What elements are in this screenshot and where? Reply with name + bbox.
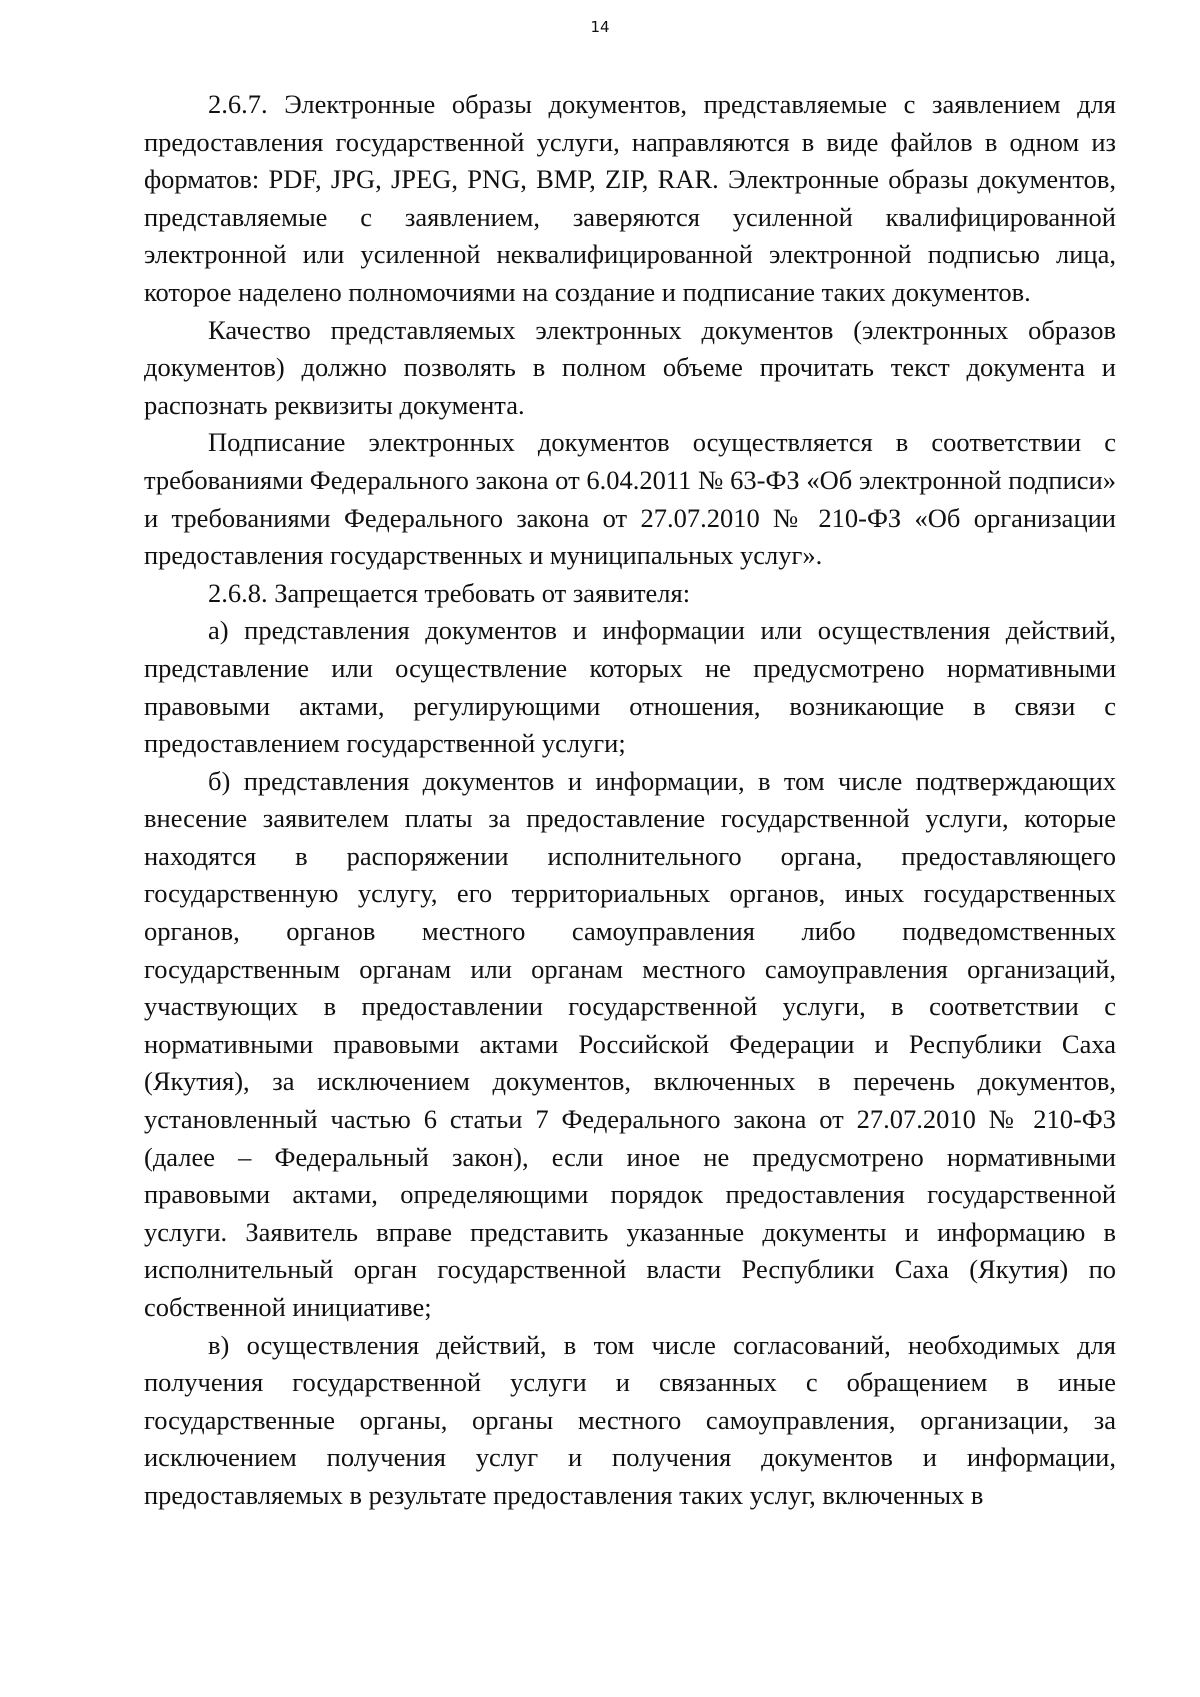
page-number: 14 <box>590 18 610 36</box>
document-body <box>144 86 1116 1515</box>
paragraph-item-v: в) осуществления действий, в том числе согласований, необходимых для получения государственной услуги и связанных с обращением в иные государственные органы, органы местного самоуправления, организации, за исключением получения услуг и получения документов и информации, предоставляемых в результате предоставления таких услуг, включенных в <box>144 1329 1116 1510</box>
paragraph-2-6-7: 2.6.7. Электронные образы документов, представляемые с заявлением для предоставления государственной услуги, направляются в виде файлов в одном из форматов: PDF, JPG, JPEG, PNG, BMP, ZIP, RAR. Электронные образы документов, представляемые с заявлением, заверяются усиленной квалифицированной электронной или усиленной неквалифицированной электронной подписью лица, которое наделено полномочиями на создание и подписание таких документов. <box>144 89 1116 307</box>
paragraph-item-b: б) представления документов и информации, в том числе подтверждающих внесение заявителем платы за предоставление государственной услуги, которые находятся в распоряжении исполнительного органа, предоставляющего государственную услугу, его территориальных органов, иных государственных органов, органов местного самоуправления либо подведомственных государственным органам или органам местного самоуправления организаций, участвующих в предоставлении государственной услуги, в соответствии с нормативными правовыми актами Российской Федерации и Республики Саха (Якутия), за исключением документов, включенных в перечень документов, установленный частью 6 статьи 7 Федерального закона от 27.07.2010 № 210-ФЗ (далее – Федеральный закон), если иное не предусмотрено нормативными правовыми актами, определяющими порядок предоставления государственной услуги. Заявитель вправе представить указанные документы и информацию в исполнительный орган государственной власти Республики Саха (Якутия) по собственной инициативе; <box>144 765 1116 1322</box>
paragraph-quality: Качество представляемых электронных документов (электронных образов документов) должно позволять в полном объеме прочитать текст документа и распознать реквизиты документа. <box>144 314 1116 420</box>
paragraph-signing: Подписание электронных документов осуществляется в соответствии с требованиями Федерального закона от 6.04.2011 № 63-ФЗ «Об электронной подписи» и требованиями Федерального закона от 27.07.2010 № 210-ФЗ «Об организации предоставления государственных и муниципальных услуг». <box>144 427 1116 571</box>
paragraph-2-6-8: 2.6.8. Запрещается требовать от заявителя: <box>208 577 691 608</box>
paragraph-item-a: а) представления документов и информации или осуществления действий, представление или осуществление которых не предусмотрено нормативными правовыми актами, регулирующими отношения, возникающие в связи с предоставлением государственной услуги; <box>144 615 1116 759</box>
